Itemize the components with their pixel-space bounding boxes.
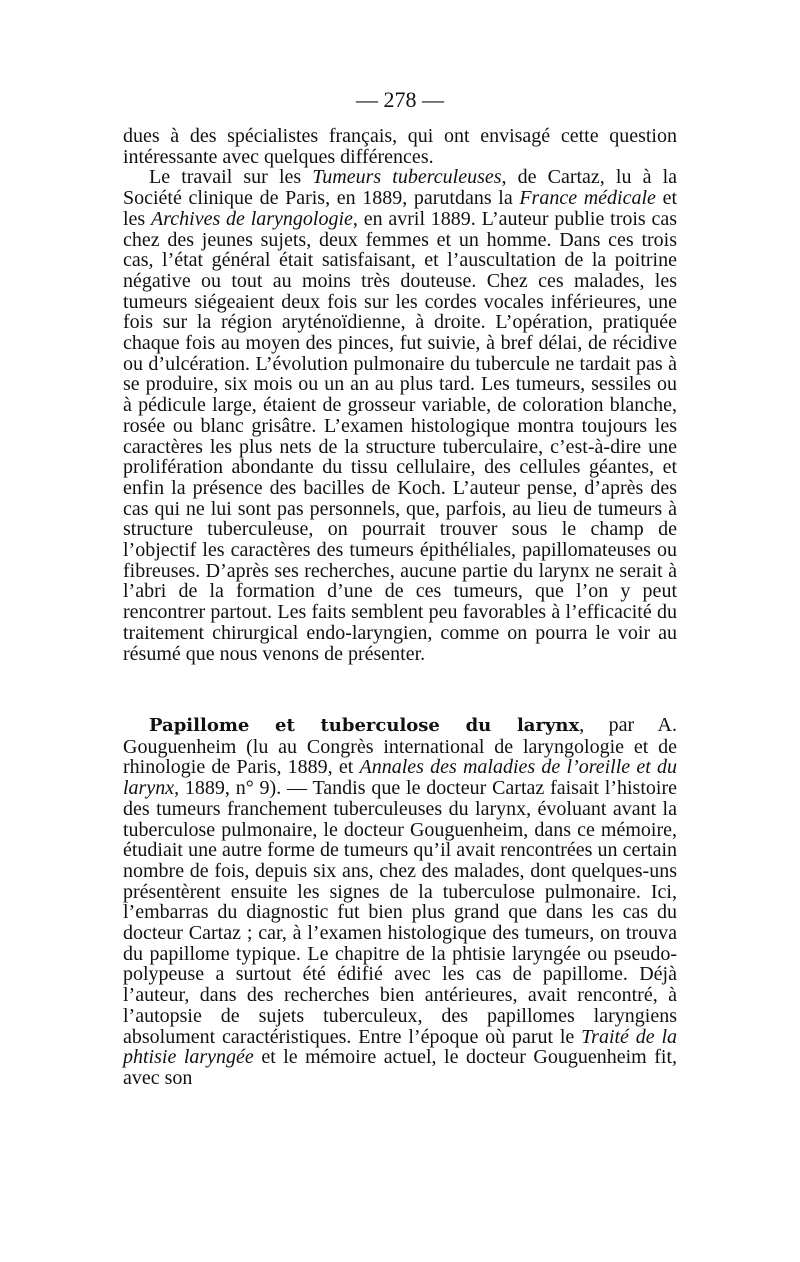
section-heading: Papillome et tuberculose du larynx: [149, 715, 580, 736]
italic-title-annales: Annales des maladies de l’oreille et du larynx: [123, 756, 677, 800]
text-run: , par A. Gouguenheim (lu au Congrès international de laryngologie et de rhinologie de Paris, 1889, et: [123, 714, 677, 779]
text-run: , en avril 1889. L’auteur publie trois cas chez des jeunes sujets, deux femmes et un homme. Dans ces trois cas, l’état général était satisfaisant, et l’auscultation de la poitrine négative ou tout au moins très douteuse. Chez ces malades, les tumeurs siégeaient deux fois sur les cordes vocales inférieures, une fois sur la région aryténoïdienne, à droite. L’opération, pratiquée chaque fois au moyen des pinces, fut suivie, à bref délai, de récidive ou d’ulcération. L’évolution pulmonaire du tubercule ne tardait pas à se produire, six mois ou un an au plus tard. Les tumeurs, sessiles ou à pédicule large, étaient de grosseur variable, de coloration blanche, rosée ou blanc grisâtre. L’examen histologique montra toujours les caractères les plus nets de la structure tuberculaire, c’est-à-dire une prolifération abondante du tissu cellulaire, des cellules géantes, et enfin la présence des bacilles de Koch. L’auteur pense, d’après des cas qui ne lui sont pas personnels, que, parfois, au lieu de tumeurs à structure tuberculeuse, on pourrait trouver sous le champ de l’objectif les caractères des tumeurs épithéliales, papillomateuses ou fibreuses. D’après ses recherches, aucune partie du larynx ne serait à l’abri de la formation d’une de ces tumeurs, que l’on y peut rencontrer partout. Les faits semblent peu favorables à l’efficacité du traitement chirurgical endo-laryngien, comme on pourra le voir au résumé que nous venons de présenter.: [123, 207, 678, 665]
text-run: et les: [123, 187, 678, 230]
italic-title-archives: Archives de laryngologie: [151, 207, 353, 230]
text-section-gouguenheim: [123, 715, 677, 1089]
text-section-cartaz: [123, 126, 677, 664]
text-run: , 1889, n° 9). — Tandis que le docteur Cartaz faisait l’histoire des tumeurs franchement tuberculeuses du larynx, évoluant avant la tuberculose pulmonaire, le docteur Gouguenheim, dans ce mémoire, étudiait une autre forme de tumeurs qu’il avait rencontrées un certain nombre de fois, depuis six ans, chez des malades, dont quelques-uns présentèrent ensuite les signes de la tuberculose pulmonaire. Ici, l’embarras du diagnostic fut bien plus grand que dans les cas du docteur Cartaz ; car, à l’examen histologique des tumeurs, on trouva du papillome typique. Le chapitre de la phtisie laryngée ou pseudo-polypeuse a surtout été édifié avec les cas de papillome. Déjà l’auteur, dans des recherches bien antérieures, avait rencontré, à l’autopsie de sujets tuberculeux, des papillomes laryngiens absolument caractéristiques. Entre l’époque où parut le: [123, 777, 677, 1048]
page-number: — 278 —: [356, 87, 444, 112]
italic-title-tumeurs: Tumeurs tuberculeuses: [312, 166, 502, 189]
italic-title-traite: Traité de la phtisie laryngée: [123, 1025, 678, 1069]
text-run: Le travail sur les: [149, 166, 313, 189]
text-run: , de Cartaz, lu à la Société clinique de Paris, en 1889, parutdans la: [123, 166, 678, 210]
paragraph-continuation: dues à des spécialistes français, qui ont envisagé cette question intéressante avec quelques différences.: [123, 125, 677, 168]
text-run: et le mémoire actuel, le docteur Gouguenheim fit, avec son: [123, 1046, 677, 1089]
paragraph-cartaz: [123, 167, 677, 664]
italic-title-france-medicale: France médicale: [519, 187, 656, 210]
paragraph-gouguenheim: [123, 715, 677, 1089]
